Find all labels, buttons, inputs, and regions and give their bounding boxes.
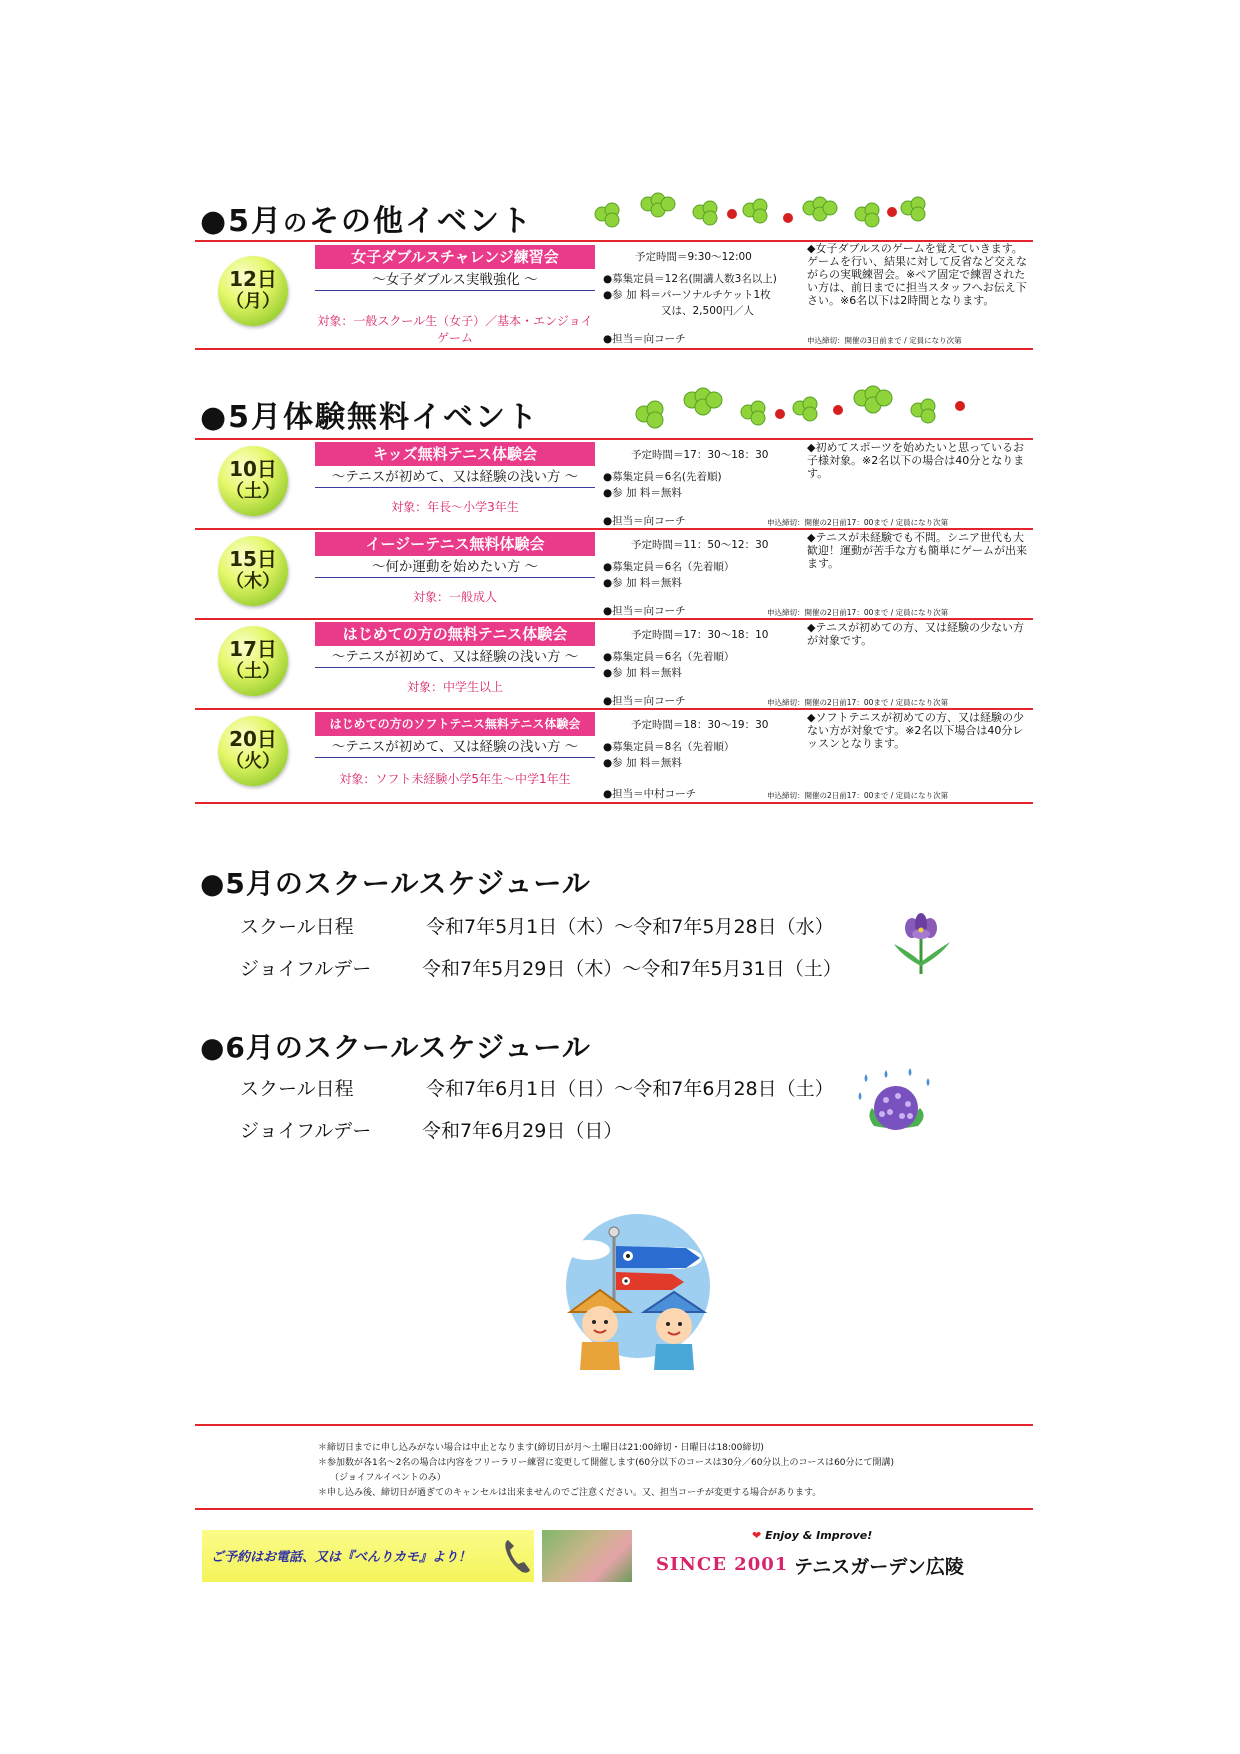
- footnote: ＊参加数が各1名～2名の場合は内容をフリーラリー練習に変更して開催します(60分以下のコースは30分／60分以上のコースは60分にて開講): [318, 1458, 895, 1468]
- event-time: 予定時間＝9:30～12:00: [635, 251, 752, 263]
- date-badge: [218, 716, 288, 786]
- iris-flower-icon: [888, 912, 954, 974]
- event-deadline: 申込締切：開催の2日前17：00まで / 定員になり次第: [767, 698, 949, 707]
- date-weekday: （土）: [226, 661, 280, 682]
- event-time: 予定時間＝11：50～12：30: [631, 539, 769, 551]
- event-subtitle: ～何か運動を始めたい方 ～: [315, 557, 595, 578]
- free-event-row: [195, 620, 1033, 708]
- event-target: 対象：ソフト未経験小学5年生～中学1年生: [339, 772, 571, 786]
- other-events-heading: [200, 196, 533, 240]
- since-label: SINCE 2001: [656, 1554, 789, 1575]
- event-time: 予定時間＝18：30～19：30: [631, 719, 769, 731]
- may-joyful-label: ジョイフルデー: [240, 958, 372, 980]
- event-subtitle: ～テニスが初めて、又は経験の浅い方 ～: [315, 647, 595, 668]
- event-deadline: 申込締切：開催の2日前17：00まで / 定員になり次第: [767, 791, 949, 800]
- other-event-row: [195, 242, 1033, 348]
- may-school-dates: 令和7年5月1日（木）～令和7年5月28日（水）: [426, 916, 834, 938]
- june-joyful-label: ジョイフルデー: [240, 1120, 372, 1142]
- event-title: キッズ無料テニス体験会: [315, 442, 595, 466]
- event-capacity: ●募集定員＝6名（先着順）: [603, 561, 735, 573]
- event-deadline: 申込締切：開催の3日前まで / 定員になり次第: [807, 336, 962, 345]
- event-capacity: ●募集定員＝12名(開講人数3名以上): [603, 273, 777, 285]
- date-weekday: （木）: [226, 571, 280, 592]
- footnotes-rule-top: [195, 1424, 1033, 1426]
- clover-decoration: [590, 190, 940, 236]
- date-weekday: （月）: [226, 291, 280, 312]
- event-coach: ●担当＝中村コーチ: [603, 788, 697, 800]
- footnote: （ジョイフルイベントのみ）: [330, 1473, 446, 1483]
- event-subtitle: ～テニスが初めて、又は経験の浅い方 ～: [315, 737, 595, 758]
- date-weekday: （火）: [226, 751, 280, 772]
- event-subtitle: ～女子ダブルス実戦強化 ～: [315, 270, 595, 291]
- event-title: イージーテニス無料体験会: [315, 532, 595, 556]
- heading-part-no: の: [283, 209, 310, 237]
- event-target: 対象：一般成人: [412, 590, 497, 604]
- event-coach: ●担当＝向コーチ: [603, 333, 686, 345]
- event-note: ◆ソフトテニスが初めての方、又は経験の少ない方が対象です。※2名以下場合は40分レッスンとなります。: [807, 711, 1025, 750]
- hydrangea-icon: [856, 1068, 936, 1140]
- event-coach: ●担当＝向コーチ: [603, 695, 686, 707]
- june-joyful-dates: 令和7年6月29日（日）: [422, 1120, 623, 1142]
- date-day: 10日: [229, 457, 277, 481]
- event-fee-alt: 又は、2,500円／人: [661, 305, 755, 317]
- event-fee: ●参 加 料＝無料: [603, 667, 682, 679]
- date-day: 20日: [229, 727, 277, 751]
- free-events-heading: ●5月体験無料イベント: [200, 400, 540, 435]
- event-fee: ●参 加 料＝無料: [603, 757, 682, 769]
- koinobori-illustration: [554, 1212, 724, 1370]
- event-time: 予定時間＝17：30～18：10: [631, 629, 769, 641]
- event-time: 予定時間＝17：30～18：30: [631, 449, 769, 461]
- june-school-label: スクール日程: [240, 1078, 354, 1100]
- other-events-rule-bottom: [195, 348, 1033, 350]
- slogan-text: Enjoy & Improve!: [765, 1529, 873, 1542]
- date-day: 15日: [229, 547, 277, 571]
- event-note: ◆テニスが未経験でも不問。シニア世代も大歓迎！運動が苦手な方も簡単にゲームが出来ます。: [807, 531, 1027, 570]
- event-title: はじめての方の無料テニス体験会: [315, 622, 595, 646]
- free-event-row: [195, 710, 1033, 802]
- event-title: はじめての方のソフトテニス無料テニス体験会: [315, 712, 595, 736]
- date-day: 17日: [229, 637, 277, 661]
- event-title: 女子ダブルスチャレンジ練習会: [315, 245, 595, 269]
- event-deadline: 申込締切：開催の2日前17：00まで / 定員になり次第: [767, 608, 949, 617]
- date-badge: [218, 626, 288, 696]
- telephone-icon: [502, 1536, 532, 1576]
- clover-decoration-2: [630, 384, 990, 434]
- event-fee: ●参 加 料＝無料: [603, 577, 682, 589]
- event-capacity: ●募集定員＝6名（先着順）: [603, 651, 735, 663]
- reservation-banner[interactable]: [202, 1530, 534, 1582]
- date-day: 12日: [229, 267, 277, 291]
- june-school-dates: 令和7年6月1日（日）～令和7年6月28日（土）: [426, 1078, 834, 1100]
- footnotes-rule-bottom: [195, 1508, 1033, 1510]
- tennis-photo: [542, 1530, 632, 1582]
- clover-icon: [636, 386, 935, 428]
- footnote: ＊申し込み後、締切日が過ぎてのキャンセルは出来ませんのでご注意ください。又、担当コーチが変更する場合があります。: [318, 1488, 822, 1498]
- event-note: ◆テニスが初めての方、又は経験の少ない方が対象です。: [807, 621, 1025, 647]
- date-badge: [218, 446, 288, 516]
- event-capacity: ●募集定員＝8名（先着順）: [603, 741, 735, 753]
- event-coach: ●担当＝向コーチ: [603, 515, 686, 527]
- clover-icon: [595, 193, 925, 227]
- may-school-label: スクール日程: [240, 916, 354, 938]
- heart-icon: ❤: [752, 1529, 762, 1542]
- date-badge: [218, 256, 288, 326]
- heading-part-month: ●5月: [200, 204, 284, 239]
- free-events-rule-4: [195, 802, 1033, 804]
- june-schedule-heading: ●6月のスクールスケジュール: [200, 1031, 591, 1064]
- event-note: ◆女子ダブルスのゲームを覚えていきます。ゲームを行い、結果に対して反省など交えながらの実戦練習会。※ペア固定で練習されたい方は、前日までに担当スタッフへお伝え下さい。※6名以下は2時間となります。: [807, 242, 1027, 307]
- footnote: ＊締切日までに申し込みがない場合は中止となります(締切日が月～土曜日は21:00締切・日曜日は18:00締切): [318, 1443, 764, 1453]
- heading-part-title: その他イベント: [309, 204, 534, 239]
- event-target: 対象：一般スクール生（女子）／基本・エンジョイゲーム: [317, 314, 593, 345]
- brand-name: テニスガーデン広陵: [794, 1556, 964, 1578]
- event-fee: ●参 加 料＝無料: [603, 487, 682, 499]
- event-coach: ●担当＝向コーチ: [603, 605, 686, 617]
- event-note: ◆初めてスポーツを始めたいと思っているお子様対象。※2名以下の場合は40分となります。: [807, 441, 1025, 480]
- event-target: 対象：年長～小学3年生: [391, 500, 519, 514]
- event-target: 対象：中学生以上: [406, 680, 503, 694]
- free-event-row: [195, 440, 1033, 528]
- date-badge: [218, 536, 288, 606]
- event-deadline: 申込締切：開催の2日前17：00まで / 定員になり次第: [767, 518, 949, 527]
- event-fee: ●参 加 料＝パーソナルチケット1枚: [603, 289, 771, 301]
- event-subtitle: ～テニスが初めて、又は経験の浅い方 ～: [315, 467, 595, 488]
- slogan: [752, 1529, 872, 1542]
- date-weekday: （土）: [226, 481, 280, 502]
- may-schedule-heading: ●5月のスクールスケジュール: [200, 867, 591, 900]
- reservation-text: ご予約はお電話、又は『べんりカモ』より！: [211, 1550, 472, 1565]
- may-joyful-dates: 令和7年5月29日（木）～令和7年5月31日（土）: [422, 958, 842, 980]
- free-event-row: [195, 530, 1033, 618]
- event-capacity: ●募集定員＝6名(先着順): [603, 471, 722, 483]
